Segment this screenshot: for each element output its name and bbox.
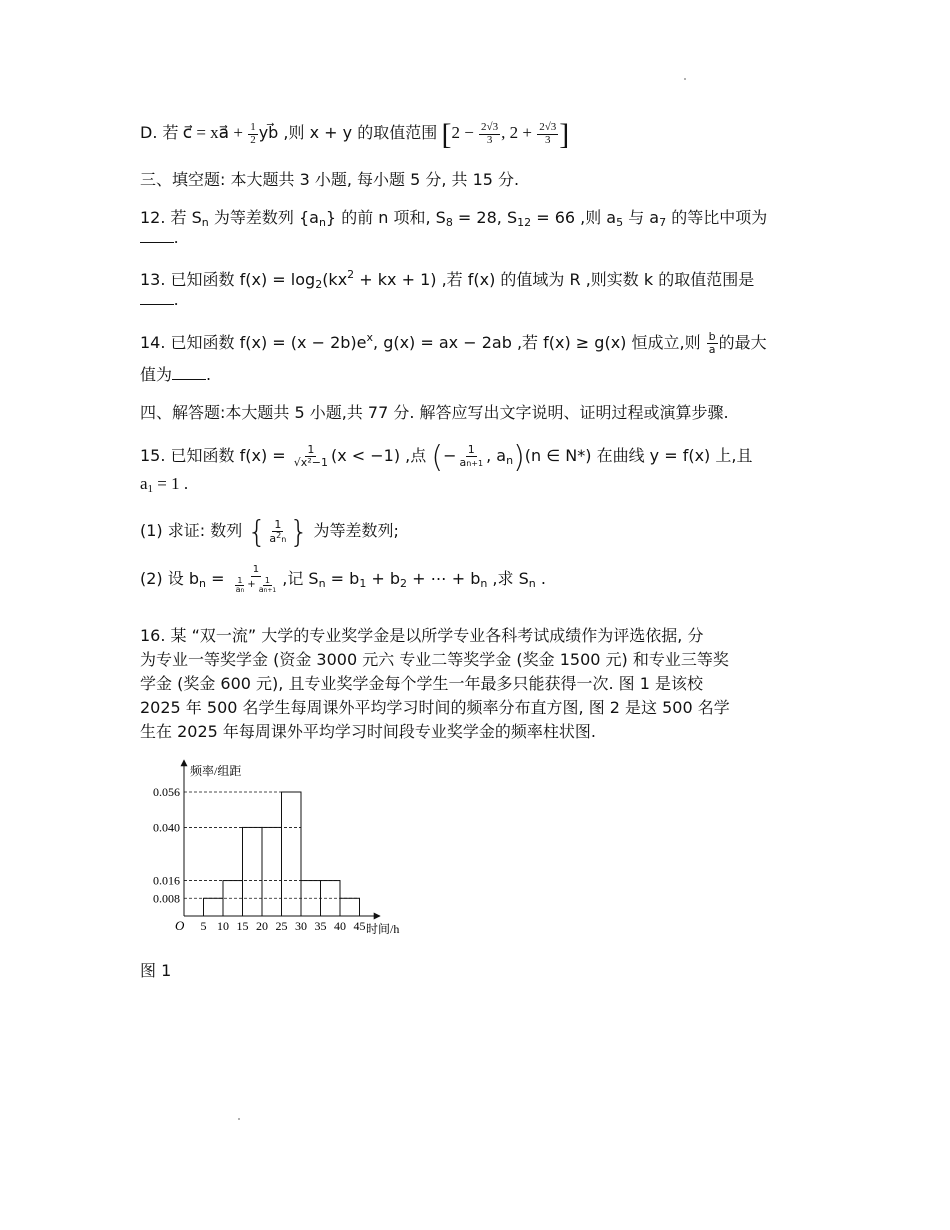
brace-left: {	[247, 515, 267, 550]
answer-blank	[140, 228, 174, 243]
bn-fraction: 1 $\frac{1}{an}$ + $\frac{1}{an+1}$	[235, 564, 277, 594]
question-15-part-1: (1) 求证: 数列 { $\frac{1}{a^2n}$ } 为等差数列;	[140, 515, 399, 550]
question-13-blank: .	[140, 290, 178, 310]
origin-label: O	[175, 918, 185, 933]
histogram-bar	[340, 898, 360, 916]
q15p1-fraction: $\frac{1}{a^2n}$	[269, 517, 287, 545]
x-axis-label: 时间/h	[366, 922, 400, 936]
x-tick-label: 35	[314, 919, 327, 933]
range-right-bracket: ]	[559, 118, 570, 151]
frequency-histogram	[140, 755, 420, 945]
histogram-bar	[243, 827, 263, 916]
answer-blank	[140, 290, 174, 305]
option-d-expr: c⃗ = xa⃗ +	[182, 123, 243, 142]
range-part1: 2 −	[451, 123, 474, 142]
option-d	[140, 118, 569, 152]
point-left-paren: (	[431, 440, 444, 475]
section-3-heading: 三、填空题: 本大题共 3 小题, 每小题 5 分, 共 15 分.	[140, 170, 520, 189]
y-tick-label: 0.008	[153, 891, 180, 906]
brace-right: }	[289, 515, 309, 550]
question-16-line-5: 生在 2025 年每周课外平均学习时间段专业奖学金的频率柱状图.	[140, 722, 596, 741]
x-tick-label: 30	[295, 919, 307, 933]
option-d-expr2: yb⃗ ,则 x + y 的取值范围	[258, 123, 438, 142]
y-tick-label: 0.016	[153, 873, 180, 888]
histogram-bar	[204, 898, 224, 916]
section-4-heading: 四、解答题:本大题共 5 小题,共 77 分. 解答应写出文字说明、证明过程或演算步骤.	[140, 403, 729, 422]
histogram-bar	[262, 827, 282, 916]
q15-fraction: $\frac{1}{\text{√x²−1}}$	[293, 443, 328, 469]
scan-dot-bottom	[238, 1118, 240, 1120]
question-12: 12. 若 $S_n$ 为等差数列 $\{a_n\}$ 的前 n 项和, $S_8 = 28$, $S_{12} = 66$ ,则 $a_5$ 与 $a_7$ 的等比中项为	[140, 208, 768, 229]
point-right-paren: )	[513, 440, 525, 475]
range-frac1: $\frac{2√3}{3}$	[481, 121, 499, 146]
x-tick-label: 20	[256, 919, 268, 933]
y-tick-label: 0.056	[153, 785, 180, 799]
b-over-a-fraction: $\frac{b}{a}$	[708, 330, 716, 356]
question-15-part-2: (2) 设 $b_n$ = 1 $\frac{1}{an}$ + $\frac{1}{an+1}$ ,记 $S_n = b_1 + b_2$ + ⋯ + $b_n$ ,求 $S_n$ .	[140, 564, 546, 594]
question-15-line2: $a_1 = 1$ .	[140, 474, 189, 495]
y-tick-label: 0.040	[153, 820, 180, 835]
range-frac2: $\frac{2√3}{3}$	[539, 121, 557, 146]
histogram-bar	[282, 792, 302, 916]
x-tick-label: 40	[334, 919, 346, 933]
y-axis-label: 频率/组距	[190, 764, 242, 778]
question-16-line-2: 为专业一等奖学金 (资金 3000 元六 专业二等奖学金 (奖金 1500 元) 和专业三等奖	[140, 650, 729, 669]
figure-1-caption: 图 1	[140, 961, 172, 980]
half-fraction: $\frac{1}{2}$	[250, 121, 256, 146]
x-tick-label: 5	[200, 919, 207, 933]
option-d-label: D. 若	[140, 123, 179, 142]
question-16-line-1: 16. 某 “双一流” 大学的专业奖学金是以所学专业各科考试成绩作为评选依据, 分	[140, 626, 704, 645]
x-tick-label: 15	[236, 919, 249, 933]
scan-dot-top	[684, 78, 686, 80]
question-15: 15. 已知函数 f(x) = $\frac{1}{\text{√x²−1}}$ (x < −1) ,点 (− $\frac{1}{an+1}$ , $a_n)(n$ ∈ N*) 在曲线 y = f(x) 上,且	[140, 440, 753, 475]
x-tick-label: 25	[275, 919, 288, 933]
question-13: 13. 已知函数 $f(x) = \log_2(kx^2$ + kx + 1) ,若 f(x) 的值域为 R ,则实数 k 的取值范围是	[140, 268, 755, 291]
x-tick-label: 45	[353, 919, 366, 933]
question-14: 14. 已知函数 $f(x) = (x - 2b)e^x$, g(x) = ax − 2ab ,若 f(x) ≥ g(x) 恒成立,则 $\frac{b}{a}$ 的最大	[140, 330, 767, 356]
question-14-line2: 值为 .	[140, 365, 212, 384]
range-left-bracket: [	[441, 118, 452, 151]
answer-blank	[172, 365, 206, 380]
question-12-blank: .	[140, 228, 178, 248]
question-16-line-3: 学金 (奖金 600 元), 且专业奖学金每个学生一年最多只能获得一次. 图 1 是该校	[140, 674, 703, 693]
range-part2: , 2 +	[501, 123, 532, 142]
question-16-line-4: 2025 年 500 名学生每周课外平均学习时间的频率分布直方图, 图 2 是这 500 名学	[140, 698, 730, 717]
x-tick-label: 10	[217, 919, 229, 933]
point-fraction: $\frac{1}{an+1}$	[459, 443, 484, 469]
